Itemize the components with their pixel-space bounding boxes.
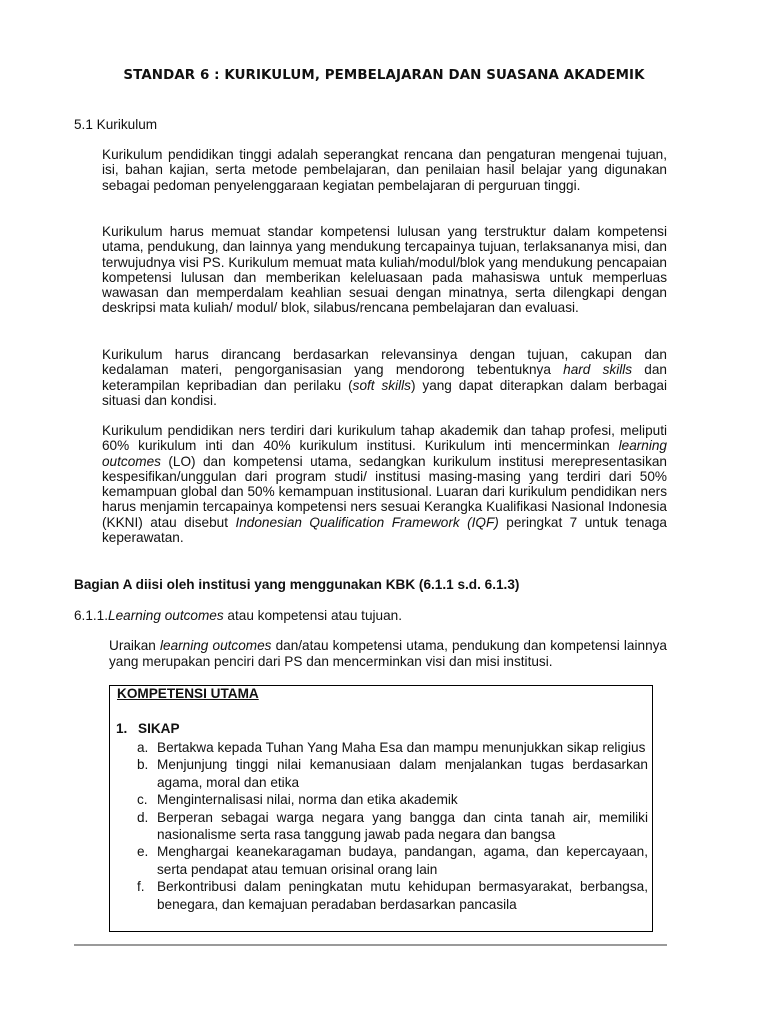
kompetensi-box (109, 685, 653, 932)
paragraph-2 (102, 224, 667, 316)
paragraph-4-text-2: (LO) dan kompetensi utama, sedangkan kurikulum institusi merepresentasikan kespesifikan/unggulan dari program studi/ institusi masing-masing yang terdiri dari 50% kemampuan global dan 50% kemampuan institusional. Luaran dari kurikulum pendidikan ners harus menjamin tercapainya kompetensi ners sesuai Kerangka Kualifikasi Nasional Indonesia (KKNI) atau disebut (102, 453, 667, 530)
kompetensi-heading: KOMPETENSI UTAMA (117, 686, 259, 701)
soft-skills-term: soft skills (352, 377, 411, 393)
list-item-text: Berkontribusi dalam peningkatan mutu kehidupan bermasyarakat, berbangsa, benegara, dan kemajuan peradaban berdasarkan pancasila (157, 879, 648, 912)
sikap-label: SIKAP (138, 721, 180, 736)
paragraph-4 (102, 423, 667, 545)
paragraph-3-text-3: ) yang dapat diterapkan dalam berbagai situasi dan kondisi. (102, 377, 668, 408)
list-item-text: Menjunjung tinggi nilai kemanusiaan dalam menjalankan tugas berdasarkan agama, moral dan etika (157, 757, 648, 790)
list-item-text: Berperan sebagai warga negara yang bangga dan cinta tanah air, memiliki nasionalisme serta rasa tanggung jawab pada negara dan bangsa (157, 809, 648, 843)
section-heading: 5.1 Kurikulum (74, 117, 158, 132)
list-item-text: Bertakwa kepada Tuhan Yang Maha Esa dan mampu menunjukkan sikap religius (157, 740, 646, 755)
list-item (137, 843, 648, 878)
list-item-letter: f. (137, 879, 145, 895)
hard-skills-term: hard skills (563, 362, 633, 378)
list-item-letter: c. (137, 792, 148, 808)
paragraph-3-text-2: dan keterampilan kepribadian dan perilaku ( (102, 362, 667, 393)
list-item-text: Menginternalisasi nilai, norma dan etika akademik (157, 792, 458, 808)
subsection-italic: Learning outcomes (108, 608, 224, 623)
paragraph-3 (102, 347, 667, 408)
uraikan-text: Uraikan (109, 638, 160, 653)
uraikan-text-2: dan/atau kompetensi utama, pendukung dan kompetensi lainnya yang merupakan penciri dari PS dan mencerminkan visi dan misi institusi. (109, 638, 667, 669)
subsection-number: 6.1.1. (74, 608, 109, 623)
sikap-number: 1. (116, 721, 128, 736)
list-item-text: Menghargai keanekaragaman budaya, pandangan, agama, dan kepercayaan, serta pendapat atau temuan orisinal orang lain (157, 844, 648, 877)
page-title: STANDAR 6 : KURIKULUM, PEMBELAJARAN DAN SUASANA AKADEMIK (123, 68, 645, 83)
sikap-heading (116, 721, 180, 736)
uraikan-instruction (109, 638, 667, 670)
paragraph-4-text: Kurikulum pendidikan ners terdiri dari kurikulum tahap akademik dan tahap profesi, meliputi 60% kurikulum inti dan 40% kurikulum institusi. Kurikulum inti mencerminkan (102, 423, 667, 454)
paragraph-3-text: Kurikulum harus dirancang berdasarkan relevansinya dengan tujuan, cakupan dan kedalaman materi, pengorganisasian yang mendorong tebentuknya (102, 347, 667, 378)
sikap-list (137, 739, 648, 913)
list-item-letter: a. (137, 740, 149, 755)
list-item (137, 756, 648, 791)
uraikan-italic: learning outcomes (160, 638, 272, 653)
list-item (137, 809, 648, 844)
paragraph-2-text: Kurikulum harus memuat standar kompetensi lulusan yang terstruktur dalam kompetensi utama, pendukung, dan lainnya yang mendukung tercapainya tujuan, terlaksananya misi, dan terwujudnya visi PS. Kurikulum memuat mata kuliah/modul/blok yang mendukung pencapaian kompetensi lulusan dan memberikan keleluasaan pada mahasiswa untuk memperluas wawasan dan memperdalam keahlian sesuai dengan minatnya, serta dilengkapi dengan deskripsi mata kuliah/ modul/ blok, silabus/rencana pembelajaran dan evaluasi. (102, 224, 667, 316)
list-item (137, 739, 648, 756)
list-item-letter: e. (137, 844, 149, 860)
subsection-6-1-1 (74, 608, 402, 623)
bagian-a-heading: Bagian A diisi oleh institusi yang menggunakan KBK (6.1.1 s.d. 6.1.3) (74, 577, 520, 592)
list-item (137, 791, 648, 808)
list-item-letter: d. (137, 809, 149, 825)
list-item (137, 878, 648, 913)
iqf-term: Indonesian Qualification Framework (IQF) (235, 514, 499, 530)
paragraph-1-text: Kurikulum pendidikan tinggi adalah seperangkat rencana dan pengaturan mengenai tujuan, isi, bahan kajian, serta metode pembelajaran, dan penilaian hasil belajar yang digunakan sebagai pedoman penyelenggaraan kegiatan pembelajaran di perguruan tinggi. (102, 147, 667, 193)
paragraph-4-text-3: peringkat 7 untuk tenaga keperawatan. (102, 514, 667, 546)
subsection-rest: atau kompetensi atau tujuan. (223, 608, 402, 623)
page-divider (74, 944, 667, 946)
paragraph-1 (102, 147, 667, 193)
list-item-letter: b. (137, 757, 149, 773)
learning-outcomes-term: learning outcomes (102, 438, 667, 469)
